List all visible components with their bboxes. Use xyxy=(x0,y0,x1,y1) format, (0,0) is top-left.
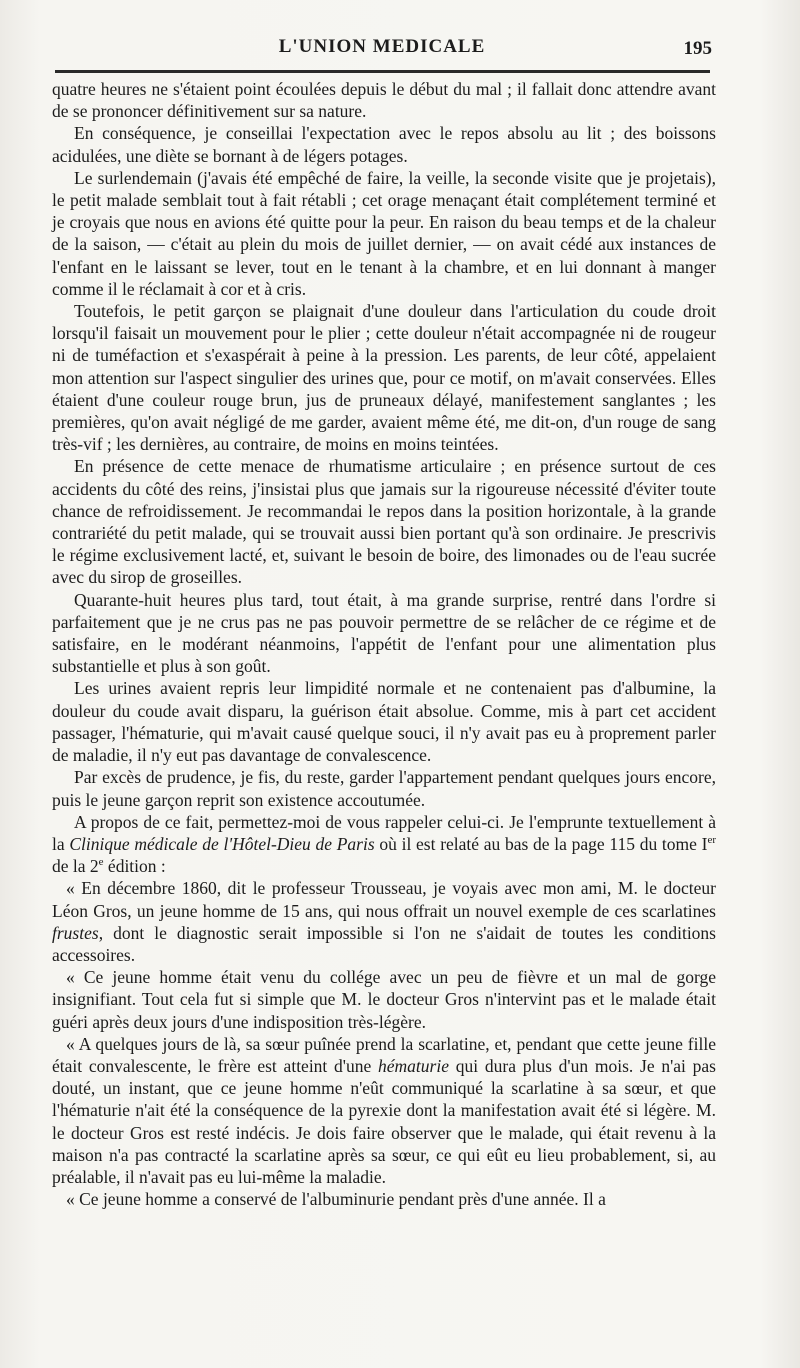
quote-text: « A quelques jours de là, sa sœur puînée prend la scarlatine, et, pendant que cette jeune fille était convalescente, le frère est atteint d'une xyxy=(52,1033,716,1076)
paragraph: quatre heures ne s'étaient point écoulées depuis le début du mal ; il fallait donc attendre avant de se prononcer définitivement sur sa nature. xyxy=(52,79,716,122)
quote-paragraph xyxy=(52,877,716,966)
italic-term: hématurie xyxy=(378,1055,449,1076)
paragraph: Les urines avaient repris leur limpidité normale et ne contenaient pas d'albumine, la douleur du coude avait disparu, la guérison était absolue. Comme, mis à part cet accident passager, l'hématurie, qui m'avait causé quelque souci, il n'y avait pas eu à proprement parler de maladie, il n'y eut pas davantage de convalescence. xyxy=(52,678,716,766)
paragraph: En présence de cette menace de rhumatisme articulaire ; en présence surtout de ces accidents du côté des reins, j'insistai plus que jamais sur la rigoureuse nécessité d'éviter toute chance de refroidissement. Je recommandai le repos dans la position horizontale, à la grande contrariété du petit malade, qui se trouvait aussi bien portant qu'à son ordinaire. Je prescrivis le régime exclusivement lacté, et, suivant le besoin de boire, des limonades ou de l'eau sucrée avec du sirop de groseilles. xyxy=(52,456,716,588)
quote-text: qui dura plus d'un mois. Je n'ai pas douté, un instant, que ce jeune homme n'eût communiqué la scarlatine à sa sœur, et que l'hématurie n'ait été la conséquence de la pyrexie dont la manifestation avait été si légère. M. le docteur Gros est resté indécis. Je dois faire observer que le malade, qui était revenu à la maison n'a pas contracté la scarlatine après sa sœur, ce qui eût eu lieu probablement, si, au préalable, il n'avait pas eu lui-même la maladie. xyxy=(52,1055,716,1187)
body-text xyxy=(52,78,716,1210)
quote-text: , dont le diagnostic serait impossible si l'on ne s'aidait de toutes les conditions accessoires. xyxy=(52,922,716,965)
quote-paragraph: « Ce jeune homme était venu du collége avec un peu de fièvre et un mal de gorge insignifiant. Tout cela fut si simple que M. le docteur Gros n'intervint pas et le malade était guéri après deux jours d'une indisposition très-légère. xyxy=(52,967,716,1032)
superscript: er xyxy=(707,834,716,847)
italic-term: frustes xyxy=(52,922,99,943)
citation-text: édition : xyxy=(103,856,166,877)
paragraph: Le surlendemain (j'avais été empêché de faire, la veille, la seconde visite que je projetais), le petit malade semblait tout à fait rétabli ; cet orage menaçant était complétement terminé et je croyais que nous en avions été quitte pour la peur. En raison du beau temps et de la chaleur de la saison, — c'était au plein du mois de juillet dernier, — on avait cédé aux instances de l'enfant en le laissant se lever, tout en le tenant à la chambre, et en lui donnant à manger comme il le réclamait à cor et à cris. xyxy=(52,167,716,299)
page-number: 195 xyxy=(683,38,712,59)
citation-text: de la 2 xyxy=(52,856,99,877)
quote-paragraph xyxy=(52,1033,716,1188)
superscript: e xyxy=(98,856,104,869)
citation-text: A propos de ce fait, permettez-moi de vous rappeler celui-ci. Je l'emprunte textuellement à la xyxy=(52,811,716,854)
paragraph: Quarante-huit heures plus tard, tout était, à ma grande surprise, rentré dans l'ordre si parfaitement que je ne crus pas ne pas pouvoir permettre de se relâcher de ce régime et de satisfaire, en le modérant néanmoins, l'appétit de l'enfant pour une alimentation plus substantielle et plus à son goût. xyxy=(52,589,716,677)
quote-text: « En décembre 1860, dit le professeur Trousseau, je voyais avec mon ami, M. le docteur Léon Gros, un jeune homme de 15 ans, qui nous offrait un nouvel exemple de ces scarlatines xyxy=(52,878,716,921)
running-head: L'UNION MEDICALE xyxy=(278,36,486,57)
paragraph: Par excès de prudence, je fis, du reste, garder l'appartement pendant quelques jours encore, puis le jeune garçon reprit son existence accoutumée. xyxy=(52,767,716,810)
header-rule xyxy=(55,70,710,73)
quote-paragraph: « Ce jeune homme a conservé de l'albuminurie pendant près d'une année. Il a xyxy=(66,1189,606,1210)
book-title: Clinique médicale de l'Hôtel-Dieu de Paris xyxy=(69,833,375,854)
page-header xyxy=(52,32,712,66)
citation-paragraph xyxy=(52,811,716,878)
paragraph: Toutefois, le petit garçon se plaignait d'une douleur dans l'articulation du coude droit lorsqu'il faisait un mouvement pour le plier ; cette douleur n'était accompagnée ni de rougeur ni de tuméfaction et s'exaspérait à peine à la pression. Les parents, de leur côté, appelaient mon attention sur l'aspect singulier des urines que, pour ce motif, on m'avait conservées. Elles étaient d'une couleur rouge brun, jus de pruneaux délayé, manifestement sanglantes ; les premières, qu'on avait négligé de me garder, avaient même été, me dit-on, d'un rouge de sang très-vif ; les dernières, au contraire, de moins en moins teintées. xyxy=(52,301,716,455)
paragraph: En conséquence, je conseillai l'expectation avec le repos absolu au lit ; des boissons acidulées, une diète se bornant à de légers potages. xyxy=(52,123,716,166)
citation-text: où il est relaté au bas de la page 115 du tome I xyxy=(374,833,708,854)
